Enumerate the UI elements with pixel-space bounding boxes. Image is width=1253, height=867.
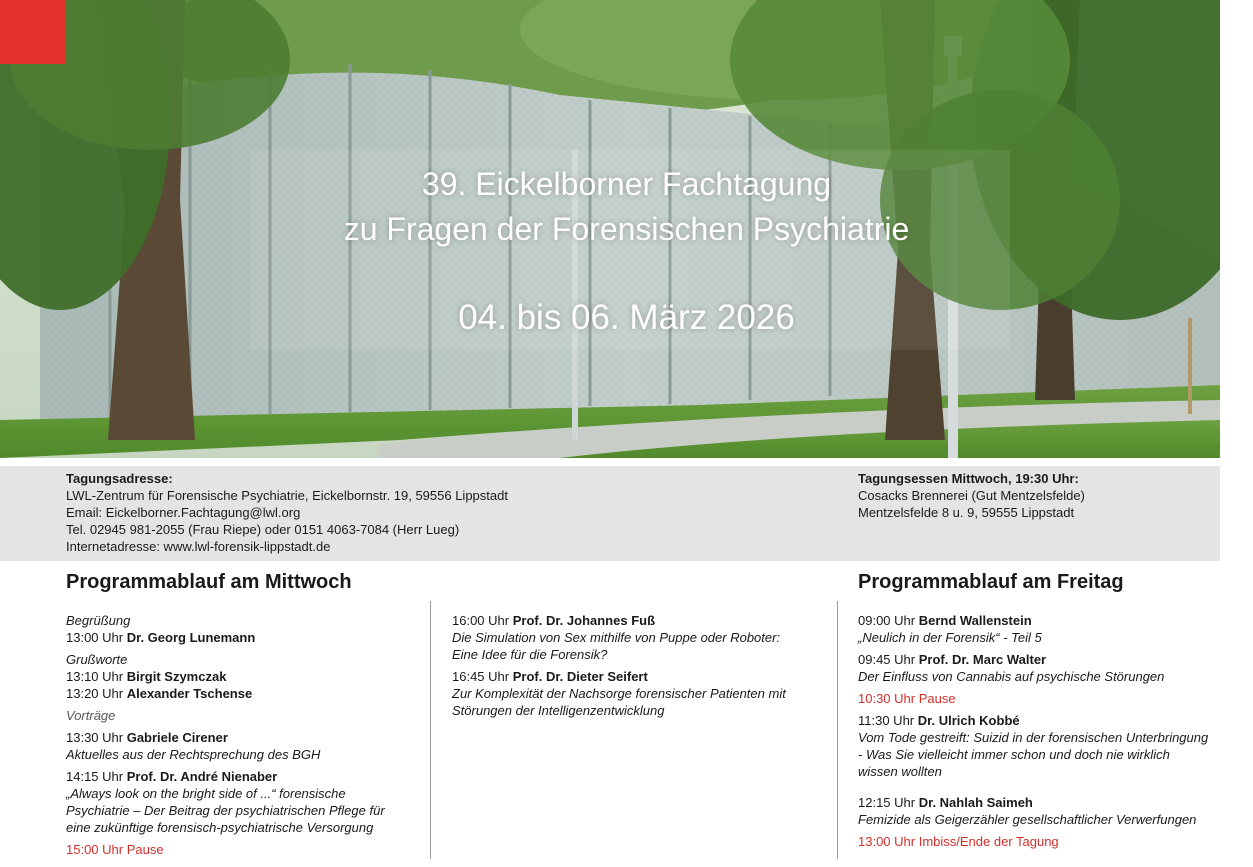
item-title: eine zukünftige forensisch-psychiatrische Versorgung <box>66 820 374 835</box>
item-speaker: Gabriele Cirener <box>126 730 228 745</box>
item-time: 13:30 Uhr <box>66 730 124 745</box>
item-speaker: Alexander Tschense <box>126 686 253 701</box>
item-title: wissen wollten <box>858 764 942 779</box>
item-speaker: Dr. Georg Lunemann <box>126 630 256 645</box>
program-item <box>66 668 416 685</box>
item-time: 09:45 Uhr <box>858 652 916 667</box>
greeting-label: Begrüßung <box>66 613 131 628</box>
talks-label: Vorträge <box>66 708 116 723</box>
venue-line-email[interactable]: Email: Eickelborner.Fachtagung@lwl.org <box>66 505 301 520</box>
venue-line-website[interactable]: Internetadresse: www.lwl-forensik-lippstadt.de <box>66 539 331 554</box>
item-time: 12:15 Uhr <box>858 795 916 810</box>
column-divider-1 <box>430 601 431 859</box>
program-item <box>66 768 416 785</box>
item-title: Aktuelles aus der Rechtsprechung des BGH <box>66 747 321 762</box>
item-title: Psychiatrie – Der Beitrag der psychiatrischen Pflege für <box>66 803 385 818</box>
item-speaker: Dr. Ulrich Kobbé <box>917 713 1020 728</box>
item-title: „Neulich in der Forensik“ - Teil 5 <box>858 630 1042 645</box>
item-speaker: Bernd Wallenstein <box>918 613 1032 628</box>
item-time: 11:30 Uhr <box>858 713 915 728</box>
item-speaker: Birgit Szymczak <box>126 669 227 684</box>
program-item <box>858 794 1243 811</box>
dinner-heading: Tagungsessen Mittwoch, 19:30 Uhr: <box>858 471 1079 486</box>
item-title: Eine Idee für die Forensik? <box>452 647 608 662</box>
item-title: „Always look on the bright side of ...“ forensische <box>66 786 346 801</box>
program-item <box>452 668 822 685</box>
item-time: 13:20 Uhr <box>66 686 124 701</box>
wednesday-heading: Programmablauf am Mittwoch <box>66 571 352 593</box>
item-speaker: Prof. Dr. Marc Walter <box>918 652 1047 667</box>
program-item <box>66 685 416 702</box>
hero-title-line1: 39. Eickelborner Fachtagung <box>421 166 832 202</box>
item-title: - Was Sie vielleicht immer schon und doch nie wirklich <box>858 747 1170 762</box>
item-title: Vom Tode gestreift: Suizid in der forensischen Unterbringung <box>858 730 1209 745</box>
wednesday-column-1 <box>66 612 416 858</box>
item-title: Störungen der Intelligenzentwicklung <box>452 703 665 718</box>
item-time: 14:15 Uhr <box>66 769 124 784</box>
program-item <box>858 651 1243 668</box>
column-divider-2 <box>837 601 838 859</box>
program-item <box>66 729 416 746</box>
program-item <box>858 712 1243 729</box>
friday-heading: Programmablauf am Freitag <box>858 571 1124 593</box>
item-time: 13:00 Uhr <box>66 630 124 645</box>
pause-item: 10:30 Uhr Pause <box>858 691 956 706</box>
item-time: 09:00 Uhr <box>858 613 916 628</box>
end-item: 13:00 Uhr Imbiss/Ende der Tagung <box>858 834 1059 849</box>
venue-address <box>66 470 508 555</box>
program-item <box>858 612 1243 629</box>
item-title: Zur Komplexität der Nachsorge forensischer Patienten mit <box>452 686 786 701</box>
friday-column <box>858 612 1243 850</box>
item-time: 16:45 Uhr <box>452 669 510 684</box>
pause-item: 15:00 Uhr Pause <box>66 842 164 857</box>
program-item <box>452 612 822 629</box>
dinner-info <box>858 470 1085 521</box>
dinner-line1: Cosacks Brennerei (Gut Mentzelsfelde) <box>858 488 1085 503</box>
item-title: Die Simulation von Sex mithilfe von Puppe oder Roboter: <box>452 630 781 645</box>
item-time: 13:10 Uhr <box>66 669 124 684</box>
item-speaker: Prof. Dr. Johannes Fuß <box>512 613 656 628</box>
item-speaker: Prof. Dr. Dieter Seifert <box>512 669 648 684</box>
venue-line-phone: Tel. 02945 981-2055 (Frau Riepe) oder 0151 4063-7084 (Herr Lueg) <box>66 522 460 537</box>
dinner-line2: Mentzelsfelde 8 u. 9, 59555 Lippstadt <box>858 505 1075 520</box>
item-title: Femizide als Geigerzähler gesellschaftlicher Verwerfungen <box>858 812 1197 827</box>
hero-date: 04. bis 06. März 2026 <box>458 298 795 337</box>
item-title: Der Einfluss von Cannabis auf psychische Störungen <box>858 669 1165 684</box>
item-speaker: Prof. Dr. André Nienaber <box>126 769 278 784</box>
venue-heading: Tagungsadresse: <box>66 471 173 486</box>
program-item <box>66 629 416 646</box>
item-time: 16:00 Uhr <box>452 613 510 628</box>
grussworte-label: Grußworte <box>66 652 128 667</box>
item-speaker: Dr. Nahlah Saimeh <box>918 795 1033 810</box>
venue-line-address: LWL-Zentrum für Forensische Psychiatrie, Eickelbornstr. 19, 59556 Lippstadt <box>66 488 508 503</box>
wednesday-column-2 <box>452 612 822 719</box>
hero-title-line2: zu Fragen der Forensischen Psychiatrie <box>343 211 910 247</box>
red-corner-mark <box>0 0 66 64</box>
